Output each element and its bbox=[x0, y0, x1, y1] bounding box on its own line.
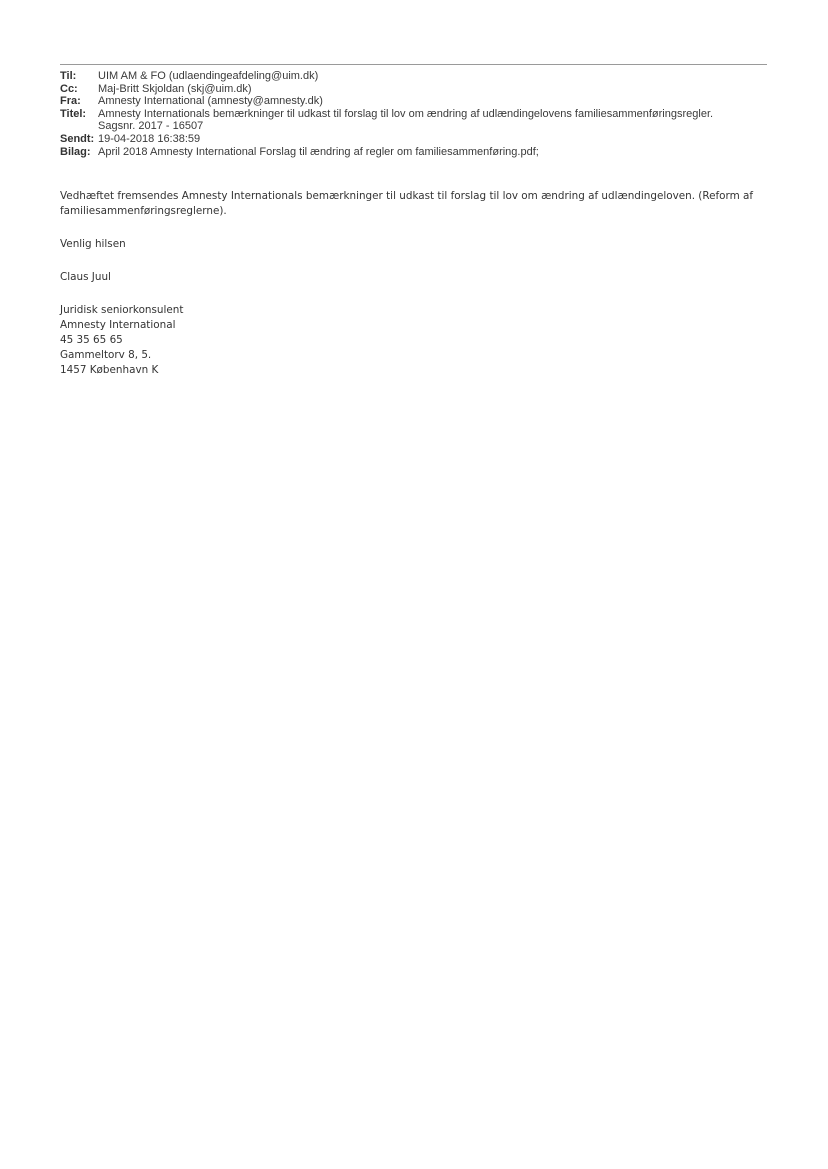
header-row-to bbox=[60, 70, 770, 83]
header-value-title bbox=[98, 108, 770, 133]
header-label-cc: Cc: bbox=[60, 82, 78, 95]
header-row-sent bbox=[60, 133, 770, 146]
signature-city: 1457 København K bbox=[60, 364, 159, 376]
body-sender-name: Claus Juul bbox=[60, 271, 111, 283]
signature-title: Juridisk seniorkonsulent bbox=[60, 304, 184, 316]
email-body bbox=[60, 189, 770, 378]
signature-phone: 45 35 65 65 bbox=[60, 334, 123, 346]
header-value-title-line1: Amnesty Internationals bemærkninger til udkast til forslag til lov om ændring af udlændingelovens familiesammenføringsregler. bbox=[98, 107, 714, 120]
header-label-from: Fra: bbox=[60, 95, 81, 108]
body-greeting: Venlig hilsen bbox=[60, 238, 126, 250]
header-row-cc bbox=[60, 83, 770, 96]
header-row-from bbox=[60, 95, 770, 108]
email-header bbox=[60, 70, 770, 158]
signature-block bbox=[60, 303, 770, 378]
body-intro: Vedhæftet fremsendes Amnesty Internationals bemærkninger til udkast til forslag til lov om ændring af udlændingeloven. (Reform af familiesammenføringsreglerne). bbox=[60, 190, 754, 217]
header-row-title bbox=[60, 108, 770, 133]
header-row-attachment bbox=[60, 146, 770, 159]
signature-street: Gammeltorv 8, 5. bbox=[60, 349, 152, 361]
header-label-title: Titel: bbox=[60, 107, 87, 120]
header-value-cc: Maj-Britt Skjoldan (skj@uim.dk) bbox=[98, 82, 252, 95]
header-value-title-line2: Sagsnr. 2017 - 16507 bbox=[98, 120, 204, 133]
header-label-attachment: Bilag: bbox=[60, 145, 91, 158]
header-label-to: Til: bbox=[60, 70, 77, 82]
header-value-from: Amnesty International (amnesty@amnesty.dk) bbox=[98, 95, 323, 108]
header-divider bbox=[60, 64, 767, 65]
header-value-attachment: April 2018 Amnesty International Forslag til ændring af regler om familiesammenføring.pdf; bbox=[98, 145, 539, 158]
signature-organization: Amnesty International bbox=[60, 319, 176, 331]
header-value-to: UIM AM & FO (udlaendingeafdeling@uim.dk) bbox=[98, 70, 319, 82]
header-value-sent: 19-04-2018 16:38:59 bbox=[98, 132, 201, 145]
header-label-sent: Sendt: bbox=[60, 132, 95, 145]
